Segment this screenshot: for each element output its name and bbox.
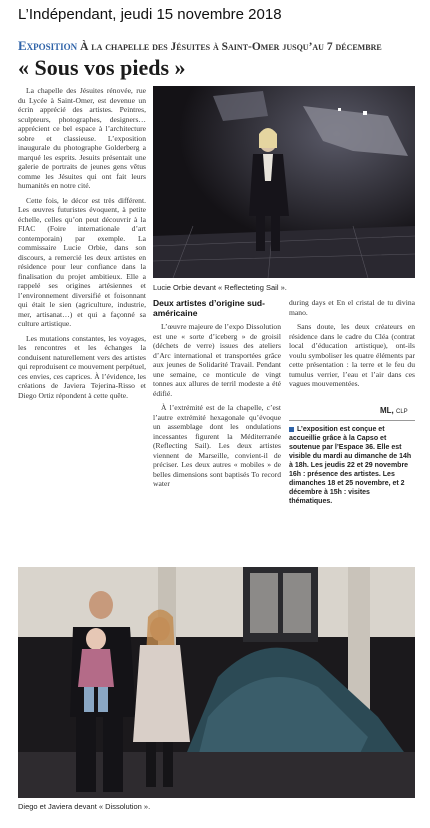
left-paragraph-2: Cette fois, le décor est très différent. Les œuvres futuristes évoquent, à petite échelle, celles qu’on peut découvrir à la FIAC (Foire internationale d’art contemporain) par exemple. La commissaire Lucie Orbie, dans son discours, a remercié les deux artistes en résidence pour leur confiance dans la finalisation du projet ambitieux. Elle a rappelé ses origines artésiennes et l’environnement diversifié et foisonnant qui était le sien (agriculture, industrie, mer, artisanat…) et qui a façonné sa culture artistique. [18,195,146,328]
place-line: À la chapelle des Jésuites à Saint-Omer jusqu’au 7 décembre [80,41,382,53]
photo-lucie-orbie [153,86,415,278]
right-paragraph-2: Sans doute, les deux créateurs en résidence dans le cadre du Cléa (contrat local d’éducation artistique), ont-ils voulu symboliser les quatre éléments par cette présentation : la terre et le feu du tumulus verrier, l’eau et l’air dans ces vagues mouvementées. [289,322,415,388]
info-text: L’exposition est conçue et accueillie grâce à la Capso et soutenue par l’Espace 36. Elle est visible du mardi au dimanche de 14h à 18h. Les jeudis 22 et 29 novembre 16h : présence des artistes. Les dimanches 18 et 25 novembre, et 2 décembre à 15h : visites thématiques. [289,426,412,505]
middle-column [153,298,281,489]
info-box [289,425,415,506]
left-paragraph-3: Les mutations constantes, les voyages, les rencontres et les échanges la conduisent naturellement vers des artistes qui reproduisent ce mouvement perpétuel, ces envies, ces caprices. À l’évidence, les créations de Javiera Tejerina-Risso et Diego Ortiz répondent à cette quête. [18,333,146,400]
right-column [289,298,415,389]
signature-agency: CLP [396,409,408,415]
info-divider [289,420,415,421]
mid-paragraph-1: L’œuvre majeure de l’expo Dissolution est une « sorte d’iceberg » de groisil (déchets de verre) issues des ateliers d’Arc international et transportées grâce aux jeunes de Solidarité Travail. Pendant une semaine, ce monticule de vingt tonnes aux allures de terril modeste a été édifié. [153,322,281,398]
photo2-caption: Diego et Javiera devant « Dissolution ». [18,802,151,811]
photo-diego-javiera [18,567,415,798]
left-paragraph-1: La chapelle des Jésuites rénovée, rue du Lycée à Saint-Omer, est devenue un écrin apprécié des artistes. Peintres, sculpteurs, photographes, designers… apprécient ce bel espace à l’architecture sobre et classieuse. L’exposition inaugurale du photographe Golderberg a marqué les esprits. Jesuits présentait une galerie de portraits de jeunes gens vêtus comme les Jésuites qui ont fait leurs humanités en notre cité. [18,86,146,190]
left-column [18,86,146,400]
signature-name: ML, [380,406,394,415]
section-label: Exposition [18,38,78,53]
signature [380,406,408,415]
headline: « Sous vos pieds » [18,55,186,80]
info-bullet-icon [289,427,294,432]
subhead: Deux artistes d’origine sud-américaine [153,298,265,318]
newspaper-header: L’Indépendant, jeudi 15 novembre 2018 [18,6,282,23]
right-paragraph-1: during days et En el cristal de tu divina mano. [289,298,415,317]
article-kicker [18,38,382,54]
mid-paragraph-2: À l’extrémité est de la chapelle, c’est l’autre extrémité hexagonale qu’évoque un assemblage dont les ondulations incessantes figurent la Méditerranée (Reflecting Sail). Les deux artistes viennent de Marseille, convient-il de préciser. Les deux autres « mobiles » de belles dimensions sont baptisés To record water [153,403,281,488]
photo1-caption: Lucie Orbie devant « Reflecteting Sail ». [153,283,287,292]
photo-diego-javiera-image [18,567,415,798]
photo-lucie-orbie-image [153,86,415,278]
